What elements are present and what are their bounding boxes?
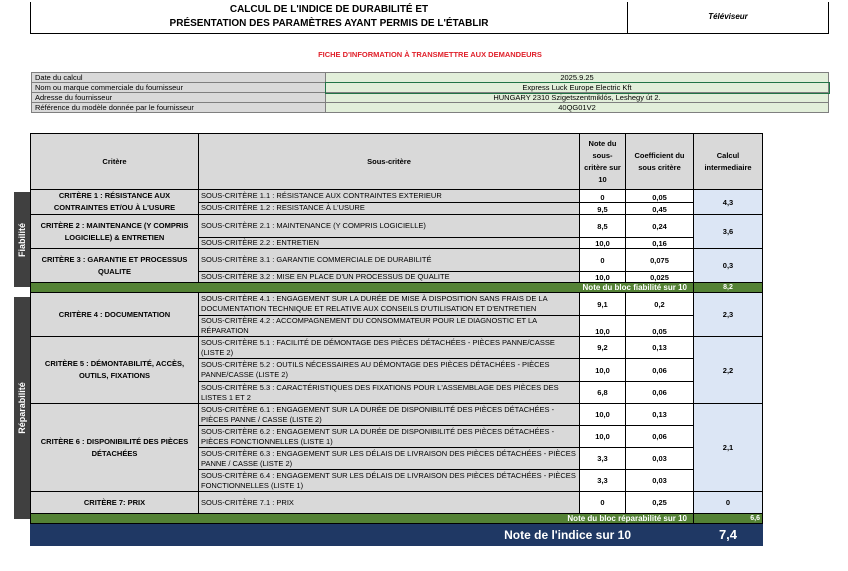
table-row: [31, 190, 763, 203]
note-1-2[interactable]: 9,5: [580, 202, 626, 215]
info-row: [32, 73, 829, 83]
note-5-2[interactable]: 10,0: [580, 359, 626, 382]
coef-4-1: 0,2: [626, 293, 694, 316]
info-value[interactable]: 40QG01V2: [326, 103, 829, 113]
sous-critere-2-2: SOUS-CRITÈRE 2.2 : ENTRETIEN: [199, 238, 580, 249]
info-value[interactable]: HUNGARY 2310 Szigetszentmiklós, Leshegy út 2.: [326, 93, 829, 103]
sous-critere-5-1: SOUS-CRITÈRE 5.1 : FACILITÉ DE DÉMONTAGE DES PIÈCES DÉTACHÉES - PIÈCES PANNE/CASSE (LISTE 2): [199, 337, 580, 359]
note-5-3[interactable]: 6,8: [580, 382, 626, 404]
calc-7: 0: [694, 492, 763, 514]
coef-1-1: 0,05: [626, 190, 694, 203]
calc-4: 2,3: [694, 293, 763, 337]
title-line-2: PRÉSENTATION DES PARAMÈTRES AYANT PERMIS DE L'ÉTABLIR: [169, 18, 489, 29]
info-label: Référence du modèle donnée par le fournisseur: [32, 103, 326, 113]
calc-2: 3,6: [694, 215, 763, 249]
product-type: Téléviseur: [628, 2, 829, 34]
coef-4-2: 0,05: [626, 316, 694, 337]
calc-5: 2,2: [694, 337, 763, 404]
info-row: [32, 103, 829, 113]
table-row: [31, 404, 763, 426]
critere-7: CRITÈRE 7: PRIX: [31, 492, 199, 514]
fiche-title: FICHE D'INFORMATION À TRANSMETTRE AUX DEMANDEURS: [318, 50, 542, 59]
header-calc: Calcul intermediaire: [694, 134, 763, 190]
table-row: [31, 215, 763, 238]
final-score-value: 7,4: [694, 524, 763, 546]
info-label: Nom ou marque commerciale du fournisseur: [32, 83, 326, 93]
table-row: [31, 337, 763, 359]
final-score-label: Note de l'indice sur 10: [31, 524, 694, 546]
coef-3-2: 0,025: [626, 272, 694, 283]
bloc-fiabilite-row: [31, 283, 763, 293]
sous-critere-1-1: SOUS-CRITÈRE 1.1 : RÉSISTANCE AUX CONTRAINTES EXTERIEUR: [199, 190, 580, 203]
sous-critere-7-1: SOUS-CRITÈRE 7.1 : PRIX: [199, 492, 580, 514]
note-5-1[interactable]: 9,2: [580, 337, 626, 359]
coef-6-1: 0,13: [626, 404, 694, 426]
info-value[interactable]: Express Luck Europe Electric Kft: [326, 83, 829, 93]
coef-3-1: 0,075: [626, 249, 694, 272]
critere-2: CRITÈRE 2 : MAINTENANCE (Y COMPRIS LOGICIELLE) & ENTRETIEN: [31, 215, 199, 249]
sous-critere-3-2: SOUS-CRITÈRE 3.2 : MISE EN PLACE D'UN PROCESSUS DE QUALITE: [199, 272, 580, 283]
sous-critere-1-2: SOUS-CRITÈRE 1.2 : RESISTANCE À L'USURE: [199, 202, 580, 215]
coef-2-2: 0,16: [626, 238, 694, 249]
calc-6: 2,1: [694, 404, 763, 492]
coef-6-4: 0,03: [626, 470, 694, 492]
sous-critere-5-3: SOUS-CRITÈRE 5.3 : CARACTÉRISTIQUES DES FIXATIONS POUR L'ASSEMBLAGE DES PIÈCES DES LISTES 1 ET 2: [199, 382, 580, 404]
note-3-2[interactable]: 10,0: [580, 272, 626, 283]
note-6-4[interactable]: 3,3: [580, 470, 626, 492]
note-4-1[interactable]: 9,1: [580, 293, 626, 316]
coef-5-1: 0,13: [626, 337, 694, 359]
header-sous-critere: Sous-critère: [199, 134, 580, 190]
critere-1: CRITÈRE 1 : RÉSISTANCE AUX CONTRAINTES ET/OU À L'USURE: [31, 190, 199, 215]
info-row: [32, 93, 829, 103]
note-6-1[interactable]: 10,0: [580, 404, 626, 426]
info-row: [32, 83, 829, 93]
note-4-2[interactable]: 10,0: [580, 316, 626, 337]
info-value[interactable]: 2025.9.25: [326, 73, 829, 83]
header-row: [31, 134, 763, 190]
coef-5-2: 0,06: [626, 359, 694, 382]
table-row: [31, 492, 763, 514]
calc-3: 0,3: [694, 249, 763, 283]
info-label: Date du calcul: [32, 73, 326, 83]
coef-2-1: 0,24: [626, 215, 694, 238]
final-score-row: [31, 524, 763, 546]
note-3-1[interactable]: 0: [580, 249, 626, 272]
sous-critere-5-2: SOUS-CRITÈRE 5.2 : OUTILS NÉCESSAIRES AU DÉMONTAGE DES PIÈCES DÉTACHÉES - PIÈCES PANNE/CASSE (LISTE 2): [199, 359, 580, 382]
info-label: Adresse du fournisseur: [32, 93, 326, 103]
info-table: [31, 72, 829, 113]
coef-7-1: 0,25: [626, 492, 694, 514]
bloc-reparabilite-value: 6,6: [694, 514, 763, 524]
coef-1-2: 0,45: [626, 202, 694, 215]
note-6-2[interactable]: 10,0: [580, 426, 626, 448]
bloc-reparabilite-row: [31, 514, 763, 524]
sous-critere-4-2: SOUS-CRITÈRE 4.2 : ACCOMPAGNEMENT DU CONSOMMATEUR POUR LE DIAGNOSTIC ET LA RÉPARATION: [199, 316, 580, 337]
header-note: Note du sous-critère sur 10: [580, 134, 626, 190]
sous-critere-6-4: SOUS-CRITÈRE 6.4 : ENGAGEMENT SUR LES DÉLAIS DE LIVRAISON DES PIÈCES DÉTACHÉES - PIÈCES FONCTIONNELLES (LISTE 1): [199, 470, 580, 492]
header-critere: Critère: [31, 134, 199, 190]
sous-critere-2-1: SOUS-CRITÈRE 2.1 : MAINTENANCE (Y COMPRIS LOGICIELLE): [199, 215, 580, 238]
side-label-reparabilite: Réparabilité: [14, 297, 30, 519]
criteria-table: [30, 133, 763, 546]
document-title: [30, 2, 628, 34]
bloc-fiabilite-label: Note du bloc fiabilité sur 10: [31, 283, 694, 293]
sous-critere-6-3: SOUS-CRITÈRE 6.3 : ENGAGEMENT SUR LES DÉLAIS DE LIVRAISON DES PIÈCES DÉTACHÉES - PIÈCES PANNE / CASSE (LISTE 2): [199, 448, 580, 470]
note-7-1[interactable]: 0: [580, 492, 626, 514]
critere-5: CRITÈRE 5 : DÉMONTABILITÉ, ACCÈS, OUTILS, FIXATIONS: [31, 337, 199, 404]
bloc-fiabilite-value: 8,2: [694, 283, 763, 293]
coef-6-3: 0,03: [626, 448, 694, 470]
header-coef: Coefficient du sous critère: [626, 134, 694, 190]
table-row: [31, 293, 763, 316]
note-2-1[interactable]: 8,5: [580, 215, 626, 238]
coef-6-2: 0,06: [626, 426, 694, 448]
sous-critere-3-1: SOUS-CRITÈRE 3.1 : GARANTIE COMMERCIALE DE DURABILITÉ: [199, 249, 580, 272]
table-row: [31, 249, 763, 272]
coef-5-3: 0,06: [626, 382, 694, 404]
title-line-1: CALCUL DE L'INDICE DE DURABILITÉ ET: [229, 4, 429, 15]
sous-critere-4-1: SOUS-CRITÈRE 4.1 : ENGAGEMENT SUR LA DURÉE DE MISE À DISPOSITION SANS FRAIS DE LA DOCUMENTATION TECHNIQUE ET RELATIVE AUX CONSEILS D'UTILISATION ET D'ENTRETIEN: [199, 293, 580, 316]
note-1-1[interactable]: 0: [580, 190, 626, 203]
critere-6: CRITÈRE 6 : DISPONIBILITÉ DES PIÈCES DÉTACHÉES: [31, 404, 199, 492]
note-6-3[interactable]: 3,3: [580, 448, 626, 470]
bloc-reparabilite-label: Note du bloc réparabilité sur 10: [31, 514, 694, 524]
critere-4: CRITÈRE 4 : DOCUMENTATION: [31, 293, 199, 337]
note-2-2[interactable]: 10,0: [580, 238, 626, 249]
critere-3: CRITÈRE 3 : GARANTIE ET PROCESSUS QUALITE: [31, 249, 199, 283]
calc-1: 4,3: [694, 190, 763, 215]
sous-critere-6-2: SOUS-CRITÈRE 6.2 : ENGAGEMENT SUR LA DURÉE DE DISPONIBILITÉ DES PIÈCES DÉTACHÉES - PIÈCES FONCTIONNELLES (LISTE 1): [199, 426, 580, 448]
sous-critere-6-1: SOUS-CRITÈRE 6.1 : ENGAGEMENT SUR LA DURÉE DE DISPONIBILITÉ DES PIÈCES DÉTACHÉES - PIÈCES PANNE / CASSE (LISTE 2): [199, 404, 580, 426]
side-label-fiabilite: Fiabilité: [14, 192, 30, 287]
